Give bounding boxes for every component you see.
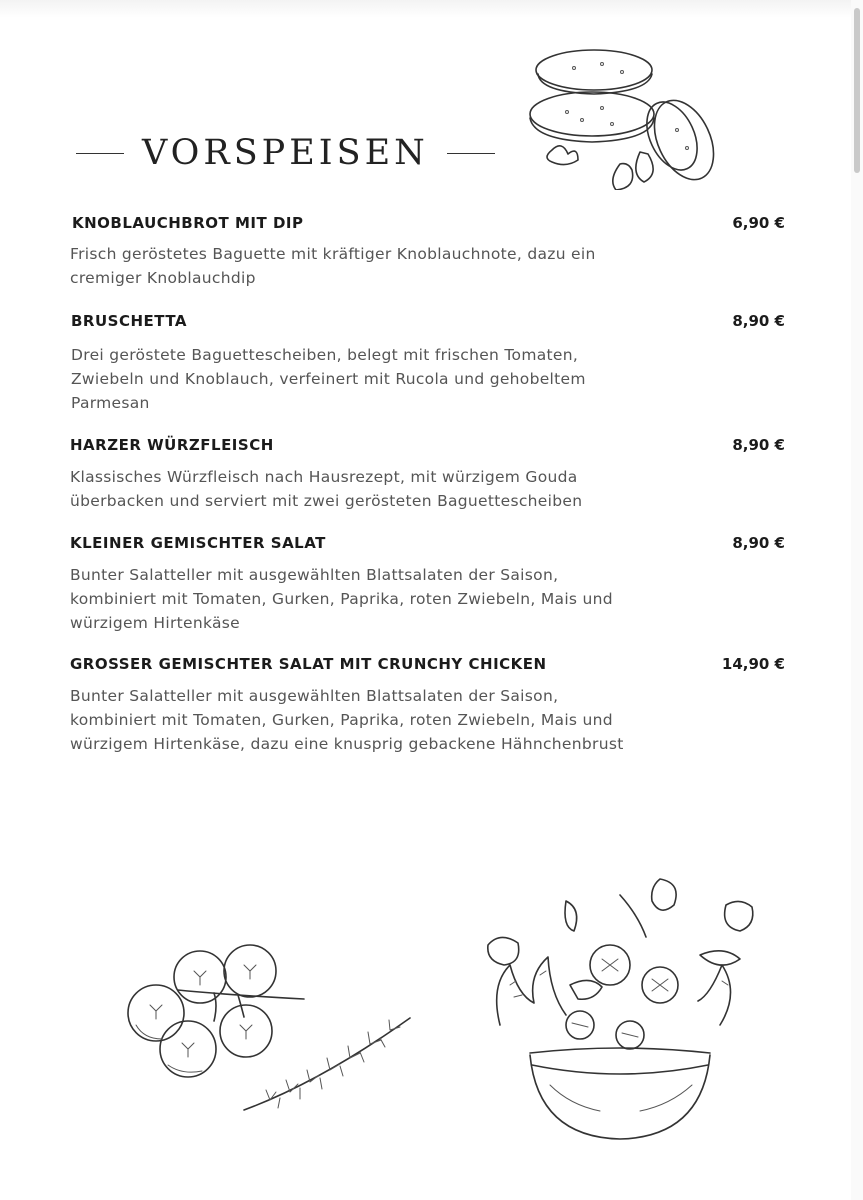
scrollbar[interactable] — [851, 0, 863, 1200]
item-name: BRUSCHETTA — [71, 312, 188, 330]
section-title: VORSPEISEN — [142, 133, 429, 173]
garlic-bread-illustration — [512, 40, 727, 190]
rosemary-illustration — [240, 1012, 415, 1117]
menu-item — [70, 655, 785, 783]
item-name: GROSSER GEMISCHTER SALAT MIT CRUNCHY CHICKEN — [70, 655, 547, 673]
item-price: 8,90 € — [732, 534, 785, 552]
menu-item — [70, 214, 785, 294]
item-price: 6,90 € — [732, 214, 785, 232]
item-price: 8,90 € — [732, 312, 785, 330]
item-description: Bunter Salatteller mit ausgewählten Blattsalaten der Saison, kombiniert mit Tomaten, Gurken, Paprika, roten Zwiebeln, Mais und würzigem Hirtenkäse, dazu eine knusprig gebackene Hähnchenbrust — [70, 687, 624, 753]
item-price: 8,90 € — [732, 436, 785, 454]
menu-item — [70, 312, 785, 416]
heading-rule-left — [76, 153, 124, 154]
menu-item — [70, 436, 785, 516]
heading-rule-right — [447, 153, 495, 154]
section-heading — [76, 128, 495, 178]
scrollbar-thumb[interactable] — [854, 8, 860, 173]
page-top-edge — [0, 0, 863, 18]
item-name: KLEINER GEMISCHTER SALAT — [70, 534, 326, 552]
item-description: Bunter Salatteller mit ausgewählten Blattsalaten der Saison, kombiniert mit Tomaten, Gurken, Paprika, roten Zwiebeln, Mais und würzigem Hirtenkäse — [70, 566, 613, 632]
item-description: Klassisches Würzfleisch nach Hausrezept, mit würzigem Gouda überbacken und serviert mit zwei gerösteten Baguettescheiben — [70, 468, 583, 510]
item-description: Drei geröstete Baguettescheiben, belegt mit frischen Tomaten, Zwiebeln und Knoblauch, verfeinert mit Rucola und gehobeltem Parmesan — [71, 346, 586, 412]
item-description: Frisch geröstetes Baguette mit kräftiger Knoblauchnote, dazu ein cremiger Knoblauchdip — [70, 245, 596, 287]
salad-bowl-illustration — [470, 875, 770, 1145]
item-name: KNOBLAUCHBROT MIT DIP — [72, 214, 304, 232]
menu-item — [70, 534, 785, 638]
item-name: HARZER WÜRZFLEISCH — [70, 436, 274, 454]
item-price: 14,90 € — [721, 655, 785, 673]
